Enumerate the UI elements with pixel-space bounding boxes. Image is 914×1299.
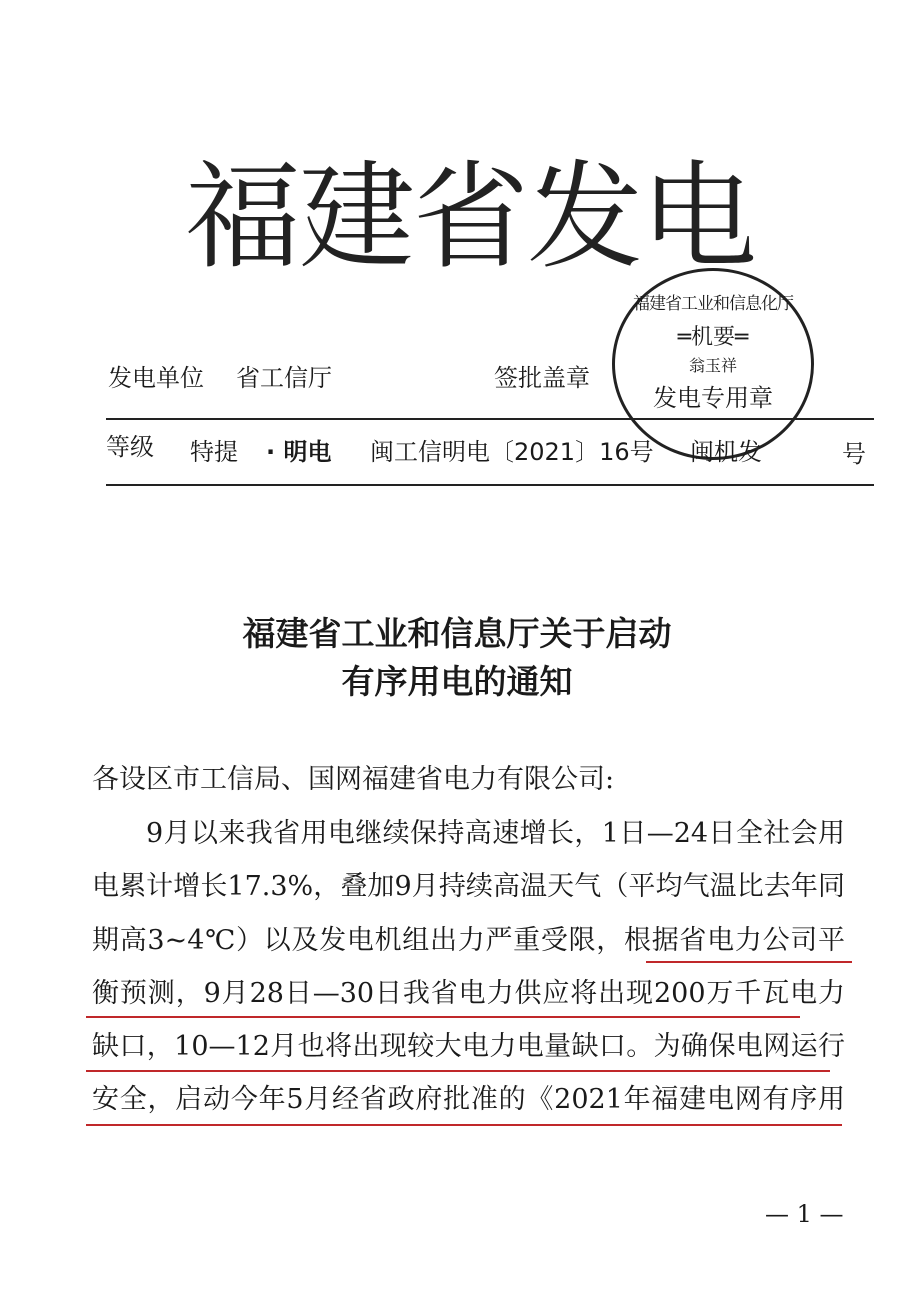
issuer-label: 发电单位 <box>108 364 204 392</box>
body-line: 安全，启动今年5月经省政府批准的《2021年福建电网有序用 <box>92 1084 845 1115</box>
divider <box>106 484 874 486</box>
body-line: 9月以来我省用电继续保持高速增长，1日—24日全社会用 <box>146 818 845 849</box>
red-underline <box>86 1070 830 1072</box>
addressee: 各设区市工信局、国网福建省电力有限公司: <box>92 764 615 795</box>
dispatch-label: 闽机发 <box>690 438 762 466</box>
telegram-header-title: 福建省发电 <box>185 150 755 285</box>
number-suffix: 号 <box>842 440 866 468</box>
seal-signature: 翁玉祥 <box>688 356 737 375</box>
document-title-line-1: 福建省工业和信息厅关于启动 <box>242 614 672 653</box>
red-underline <box>86 1124 842 1126</box>
grade-label: 等级 <box>106 433 154 461</box>
body-line: 缺口，10—12月也将出现较大电力电量缺口。为确保电网运行 <box>92 1031 845 1062</box>
body-line: 期高3~4℃）以及发电机组出力严重受限，根据省电力公司平 <box>92 925 845 956</box>
sign-label: 签批盖章 <box>494 364 590 392</box>
red-underline <box>646 961 852 963</box>
seal-bottom-text: 发电专用章 <box>653 384 773 412</box>
seal-middle-text: ═机要═ <box>677 325 749 350</box>
red-underline <box>86 1016 800 1018</box>
official-seal <box>612 268 814 460</box>
body-line: 衡预测，9月28日—30日我省电力供应将出现200万千瓦电力 <box>92 978 845 1009</box>
type-value: · 明电 <box>266 438 332 466</box>
divider <box>106 418 874 420</box>
body-line: 电累计增长17.3%，叠加9月持续高温天气（平均气温比去年同 <box>92 871 845 902</box>
seal-top-text: 福建省工业和信息化厅 <box>633 294 793 314</box>
document-title-line-2: 有序用电的通知 <box>341 662 573 701</box>
issuer-value: 省工信厅 <box>236 364 332 392</box>
doc-number: 闽工信明电〔2021〕16号 <box>370 438 654 466</box>
page-number: — 1 — <box>765 1200 844 1228</box>
grade-value: 特提 <box>190 438 238 466</box>
